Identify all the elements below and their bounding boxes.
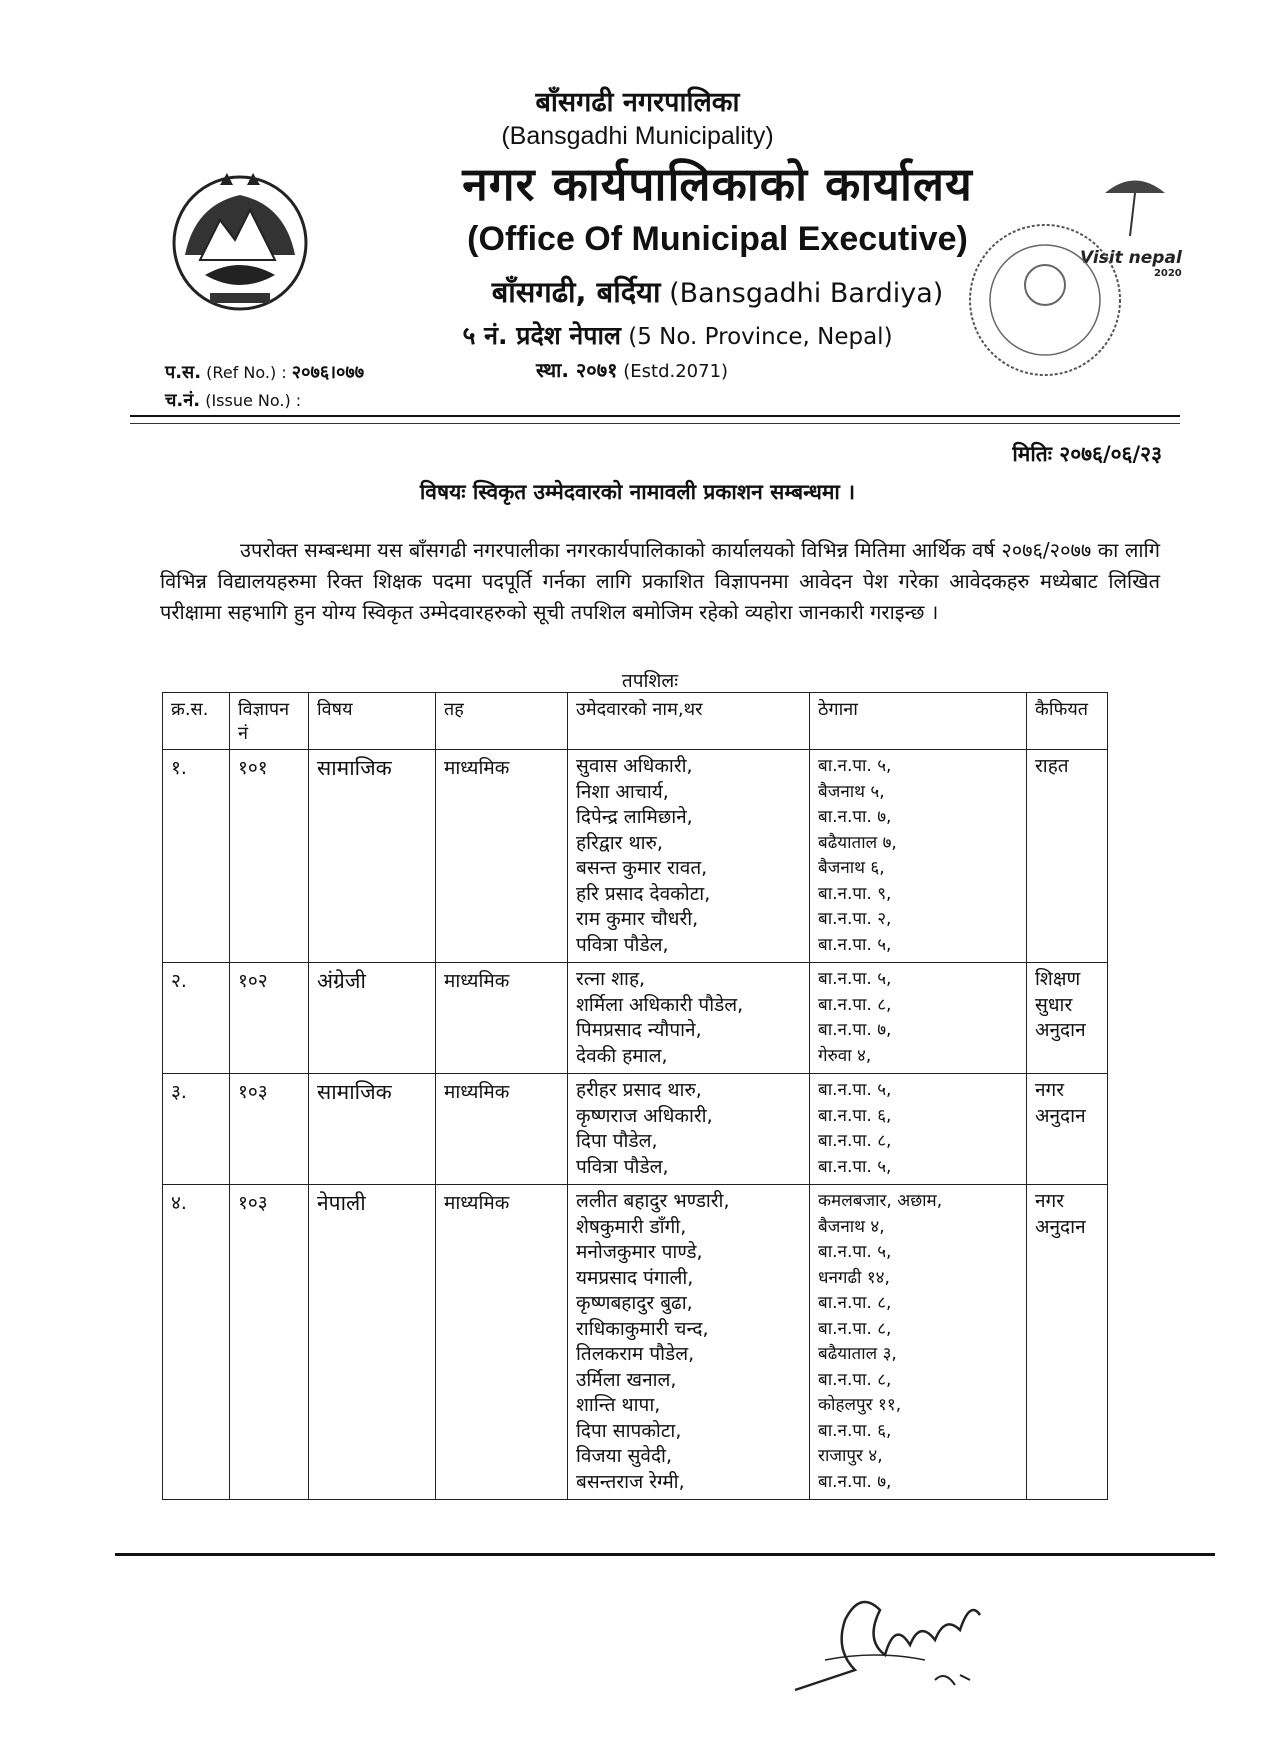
established-year: स्था. २०७१ (Estd.2071) xyxy=(536,358,729,382)
signature xyxy=(785,1560,1015,1714)
col-names: उमेदवारको नाम,थर xyxy=(568,693,810,750)
col-address: ठेगाना xyxy=(810,693,1027,750)
location-line xyxy=(80,272,1275,311)
cell-address: बा.न.पा. ५, बैजनाथ ५, बा.न.पा. ७, बढैयाताल ७, बैजनाथ ६, बा.न.पा. ९, बा.न.पा. २, बा.न.पा. ५, xyxy=(810,750,1027,963)
location-en: (Bansgadhi Bardiya) xyxy=(669,278,944,309)
cell-ad-no: १०३ xyxy=(230,1185,309,1500)
province-np: ५ नं. प्रदेश नेपाल xyxy=(462,321,621,350)
cell-names: ललीत बहादुर भण्डारी, शेषकुमारी डाँगी, मनोजकुमार पाण्डे, यमप्रसाद पंगाली, कृष्णबहादुर बुढा, राधिकाकुमारी चन्द, तिलकराम पौडेल, उर्मिला खनाल, शान्ति थापा, दिपा सापकोटा, विजया सुवेदी, बसन्तराज रेग्मी, xyxy=(568,1185,810,1500)
province-line xyxy=(40,318,1275,352)
cell-subject: सामाजिक xyxy=(309,1074,436,1185)
letter-subject: विषयः स्विकृत उम्मेदवारको नामावली प्रकाशन सम्बन्धमा । xyxy=(419,480,856,504)
table-row xyxy=(163,1185,1108,1500)
province-en: (5 No. Province, Nepal) xyxy=(628,324,893,350)
cell-remarks: राहत xyxy=(1027,750,1108,963)
cell-ad-no: १०२ xyxy=(230,963,309,1074)
cell-names: रत्ना शाह, शर्मिला अधिकारी पौडेल, पिमप्रसाद न्यौपाने, देवकी हमाल, xyxy=(568,963,810,1074)
table-row xyxy=(163,963,1108,1074)
table-row xyxy=(163,1074,1108,1185)
cell-level: माध्यमिक xyxy=(436,750,568,963)
table-row xyxy=(163,750,1108,963)
col-subject: विषय xyxy=(309,693,436,750)
cell-sn: ४. xyxy=(163,1185,230,1500)
cell-sn: १. xyxy=(163,750,230,963)
col-remarks: कैफियत xyxy=(1027,693,1108,750)
issue-number: च.नं. (Issue No.) : xyxy=(165,390,302,411)
cell-names: हरीहर प्रसाद थारु, कृष्णराज अधिकारी, दिपा पौडेल, पवित्रा पौडेल, xyxy=(568,1074,810,1185)
location-np: बाँसगढी, बर्दिया xyxy=(491,275,661,309)
cell-address: कमलबजार, अछाम, बैजनाथ ४, बा.न.पा. ५, धनगढी १४, बा.न.पा. ८, बा.न.पा. ८, बढैयाताल ३, बा.न.पा. ८, कोहलपुर ११, बा.न.पा. ६, राजापुर ४, बा.न.पा. ७, xyxy=(810,1185,1027,1500)
cell-sn: ३. xyxy=(163,1074,230,1185)
cell-subject: नेपाली xyxy=(309,1185,436,1500)
candidate-table xyxy=(162,692,1108,1500)
col-level: तह xyxy=(436,693,568,750)
table-title: तपशिलः xyxy=(621,670,679,692)
cell-subject: अंग्रेजी xyxy=(309,963,436,1074)
cell-remarks: शिक्षण सुधार अनुदान xyxy=(1027,963,1108,1074)
ref-number: प.स. (Ref No.) : २०७६।०७७ xyxy=(165,362,365,383)
col-ad-no: विज्ञापन नं xyxy=(230,693,309,750)
office-name-np: नगर कार्यपालिकाको कार्यालय xyxy=(462,157,973,211)
office-name-en: (Office Of Municipal Executive) xyxy=(467,220,968,258)
col-sn: क्र.स. xyxy=(163,693,230,750)
letter-body: उपरोक्त सम्बन्धमा यस बाँसगढी नगरपालीका नगरकार्यपालिकाको कार्यालयको विभिन्न मितिमा आर्थिक वर्ष २०७६/२०७७ का लागि विभिन्न विद्यालयहरुमा रिक्त शिक्षक पदमा पदपूर्ति गर्नका लागि प्रकाशित विज्ञापनमा आवेदन पेश गरेका आवेदकहरु मध्येबाट लिखित परीक्षामा सहभागि हुन योग्य स्विकृत उम्मेदवारहरुको सूची तपशिल बमोजिम रहेको व्यहोरा जानकारी गराइन्छ । xyxy=(160,538,1160,624)
cell-ad-no: १०१ xyxy=(230,750,309,963)
header-divider-thin xyxy=(130,423,1180,424)
cell-level: माध्यमिक xyxy=(436,1074,568,1185)
municipality-name-en: (Bansgadhi Municipality) xyxy=(501,122,774,150)
cell-remarks: नगर अनुदान xyxy=(1027,1074,1108,1185)
cell-names: सुवास अधिकारी, निशा आचार्य, दिपेन्द्र लामिछाने, हरिद्वार थारु, बसन्त कुमार रावत, हरि प्रसाद देवकोटा, राम कुमार चौधरी, पवित्रा पौडेल, xyxy=(568,750,810,963)
cell-level: माध्यमिक xyxy=(436,1185,568,1500)
cell-subject: सामाजिक xyxy=(309,750,436,963)
cell-level: माध्यमिक xyxy=(436,963,568,1074)
cell-address: बा.न.पा. ५, बा.न.पा. ६, बा.न.पा. ८, बा.न.पा. ५, xyxy=(810,1074,1027,1185)
cell-sn: २. xyxy=(163,963,230,1074)
municipality-name-np: बाँसगढी नगरपालिका xyxy=(535,87,740,118)
visit-nepal-logo: Visit nepal 2020 xyxy=(1080,248,1182,279)
cell-remarks: नगर अनुदान xyxy=(1027,1185,1108,1500)
header-divider xyxy=(130,415,1180,417)
cell-address: बा.न.पा. ५, बा.न.पा. ८, बा.न.पा. ७, गेरुवा ४, xyxy=(810,963,1027,1074)
letter-date: मितिः २०७६/०६/२३ xyxy=(1012,442,1162,466)
table-header-row xyxy=(163,693,1108,750)
cell-ad-no: १०३ xyxy=(230,1074,309,1185)
footer-divider xyxy=(115,1553,1215,1556)
